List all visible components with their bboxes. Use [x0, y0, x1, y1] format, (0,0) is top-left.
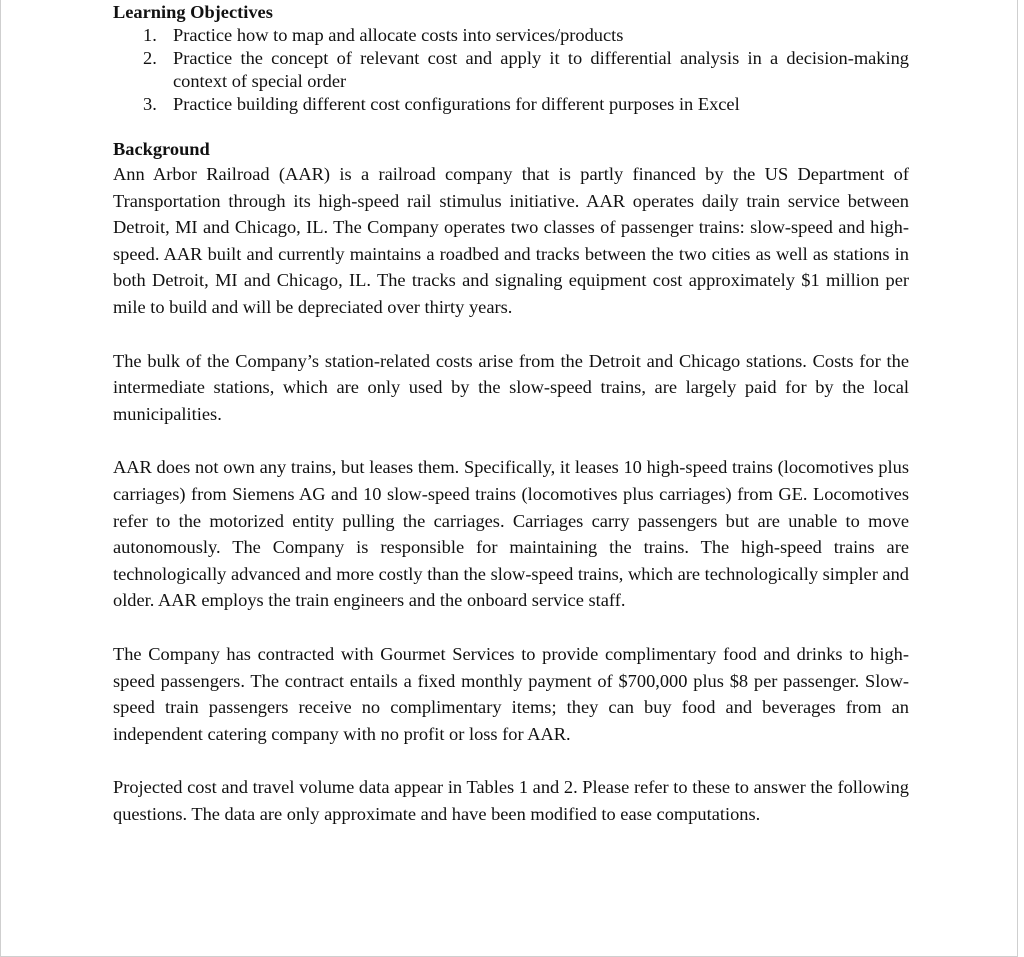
document-content — [113, 1, 909, 827]
paragraph-spacer — [113, 427, 909, 454]
list-item-text: Practice how to map and allocate costs into services/products — [173, 25, 624, 45]
section-spacer — [113, 116, 909, 138]
background-paragraph-5: Projected cost and travel volume data appear in Tables 1 and 2. Please refer to these to answer the following questions. The data are only approximate and have been modified to ease computations. — [113, 777, 909, 824]
list-item-number: 3. — [143, 94, 157, 114]
background-heading: Background — [113, 139, 210, 159]
list-item-text: Practice the concept of relevant cost and apply it to differential analysis in a decision-making context of special order — [173, 48, 909, 91]
list-item — [113, 93, 909, 116]
list-item-text: Practice building different cost configurations for different purposes in Excel — [173, 94, 740, 114]
list-item — [113, 24, 909, 47]
list-item-number: 1. — [143, 25, 157, 45]
paragraph-spacer — [113, 321, 909, 348]
background-paragraph-2: The bulk of the Company’s station-related costs arise from the Detroit and Chicago stations. Costs for the intermediate stations, which are only used by the slow-speed trains, are largely paid for by the local municipalities. — [113, 350, 909, 424]
list-item-number: 2. — [143, 48, 157, 68]
background-paragraph-4: The Company has contracted with Gourmet Services to provide complimentary food and drinks to high-speed passengers. The contract entails a fixed monthly payment of $700,000 plus $8 per passenger. Slow-speed train passengers receive no complimentary items; they can buy food and beverages from an independent catering company with no profit or loss for AAR. — [113, 643, 909, 744]
learning-objectives-list — [113, 24, 909, 116]
paragraph-spacer — [113, 747, 909, 774]
background-paragraph-1: Ann Arbor Railroad (AAR) is a railroad company that is partly financed by the US Department of Transportation through its high-speed rail stimulus initiative. AAR operates daily train service between Detroit, MI and Chicago, IL. The Company operates two classes of passenger trains: slow-speed and high-speed. AAR built and currently maintains a roadbed and tracks between the two cities as well as stations in both Detroit, MI and Chicago, IL. The tracks and signaling equipment cost approximately $1 million per mile to build and will be depreciated over thirty years. — [113, 164, 909, 317]
paragraph-spacer — [113, 614, 909, 641]
background-paragraph-3: AAR does not own any trains, but leases them. Specifically, it leases 10 high-speed trains (locomotives plus carriages) from Siemens AG and 10 slow-speed trains (locomotives plus carriages) from GE. Locomotives refer to the motorized entity pulling the carriages. Carriages carry passengers but are unable to move autonomously. The Company is responsible for maintaining the trains. The high-speed trains are technologically advanced and more costly than the slow-speed trains, which are technologically simpler and older. AAR employs the train engineers and the onboard service staff. — [113, 457, 909, 611]
learning-objectives-heading: Learning Objectives — [113, 2, 273, 22]
list-item — [113, 47, 909, 93]
